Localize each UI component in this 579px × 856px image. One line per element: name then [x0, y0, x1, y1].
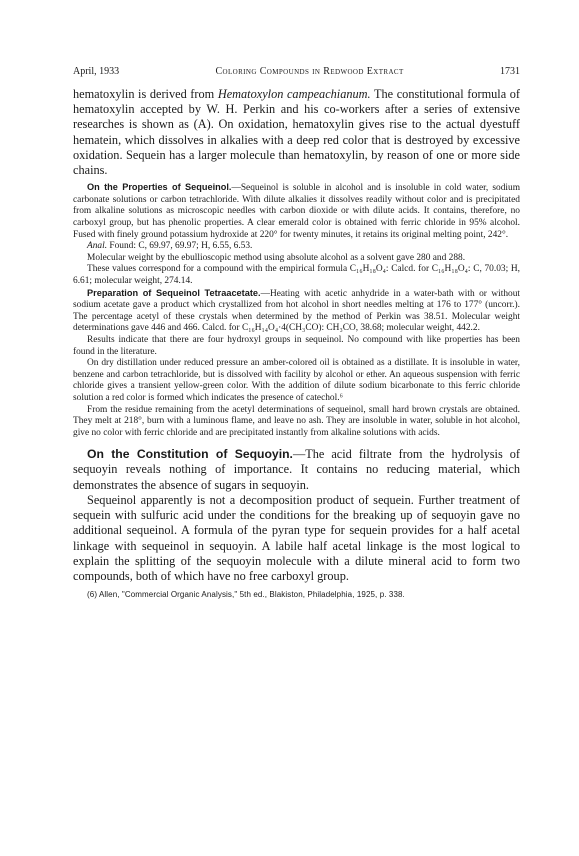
tetraacetate-paragraph — [73, 288, 520, 335]
section-heading-sequeinol: On the Properties of Sequeinol. — [87, 182, 232, 193]
footnote-number: (6) — [87, 590, 98, 600]
formula-paragraph: These values correspond for a compound with the empirical formula C₁₆H₁₈O₄: Calcd. for C₁₆H₁₈O₄: C, 70.03; H, 6.61; molecular weight, 274.14. — [73, 264, 520, 286]
sequeinol-decomposition-paragraph: Sequeinol apparently is not a decomposition product of sequein. Further treatment of sequein with sulfuric acid under the conditions for the breaking up of sequoyin gave no additional sequeinol. A formula of the pyran type for sequein provides for a half acetal linkage with sequeinol in sequoyin. A labile half acetal linkage is the most logical to explain the splitting of the sequoyin molecule with a dilute mineral acid to form two compounds, both of which have no free carboxyl group. — [73, 492, 520, 583]
sequoyin-constitution-paragraph — [73, 447, 520, 493]
footnote-text: Allen, "Commercial Organic Analysis," 5th ed., Blakiston, Philadelphia, 1925, p. 338. — [98, 590, 405, 600]
sequeinol-properties-paragraph — [73, 182, 520, 241]
running-title: Coloring Compounds in Redwood Extract — [215, 66, 404, 77]
molecular-weight-paragraph: Molecular weight by the ebullioscopic method using absolute alcohol as a solvent gave 280 and 288. — [87, 252, 466, 263]
intro-text-a: hematoxylin is derived from — [73, 87, 218, 101]
distillation-paragraph: On dry distillation under reduced pressure an amber-colored oil is obtained as a distillate. It is insoluble in water, benzene and carbon tetrachloride, but is dissolved with facility by alcohol or ether. An aqueous suspension with ferric chloride gives a transient yellow-green color. With the addition of dilute sodium bicarbonate to this ferric chloride solution a red color is formed which indicates the presence of catechol.⁶ — [73, 358, 520, 403]
intro-paragraph — [73, 87, 520, 178]
page-number: 1731 — [500, 66, 520, 77]
section-heading-tetraacetate: Preparation of Sequeinol Tetraacetate. — [87, 287, 261, 298]
residue-paragraph: From the residue remaining from the acetyl determinations of sequeinol, small hard brown crystals are obtained. They melt at 218°, burn with a luminous flame, and leave no ash. They are insoluble in water, soluble in hot alcohol, give no color with ferric chloride and are precipitated instantly from alkaline solutions with acids. — [73, 404, 520, 438]
sequeinol-text: —Sequeinol is soluble in alcohol and is insoluble in cold water, sodium carbonate solutions or carbon tetrachloride. With dilute alkalies it dissolves readily without color and is precipitated from alkaline solutions as microscopic needles with carbon dioxide or with dilute acids. It contains, therefore, no carboxyl group, but has phenolic properties. A clear emerald color is obtained with ferric chloride in 95% alcohol. Fused with finely ground potassium hydroxide at 220° for twenty minutes, it retains its original melting point, 242°. — [73, 183, 520, 240]
results-paragraph: Results indicate that there are four hydroxyl groups in sequeinol. No compound with like properties has been found in the literature. — [73, 334, 520, 357]
analysis-line — [73, 241, 520, 253]
journal-page — [73, 66, 520, 600]
footnote — [73, 590, 520, 600]
analysis-label: Anal. — [87, 241, 108, 252]
tetraacetate-text: —Heating with acetic anhydride in a water-bath with or without sodium acetate gave a product which crystallized from hot alcohol in short needles melting at 176 to 177° (uncorr.). The percentage acetyl of these crystals when determined by the method of Perkin was 38.51. Molecular weight determinations gave 446 and 466. Calcd. for C₁₆H₁₄O₄·4(CH₃CO): CH₃CO, 38.68; molecular weight, 442.2. — [73, 288, 520, 334]
sequoyin-text: —The acid filtrate from the hydrolysis of sequoyin reveals nothing of importance. It contains no reducing material, which demonstrates the absence of sugars in sequoyin. — [73, 447, 520, 492]
intro-text-b: The constitutional formula of hematoxylin accepted by W. H. Perkin and his co-workers after a series of extensive researches is shown as (A). On oxidation, hematoxylin gives rise to the actual dyestuff hematein, which dissolves in alkalies with a deep red color that is destroyed by excessive oxidation. Sequein has a larger molecule than hematoxylin, by reason of one or more side chains. — [73, 87, 521, 178]
running-header — [73, 66, 520, 77]
header-date: April, 1933 — [73, 66, 120, 77]
analysis-values: Found: C, 69.97, 69.97; H, 6.55, 6.53. — [107, 241, 253, 252]
section-heading-sequoyin: On the Constitution of Sequoyin. — [87, 447, 293, 462]
species-name: Hematoxylon campeachianum. — [217, 87, 371, 101]
